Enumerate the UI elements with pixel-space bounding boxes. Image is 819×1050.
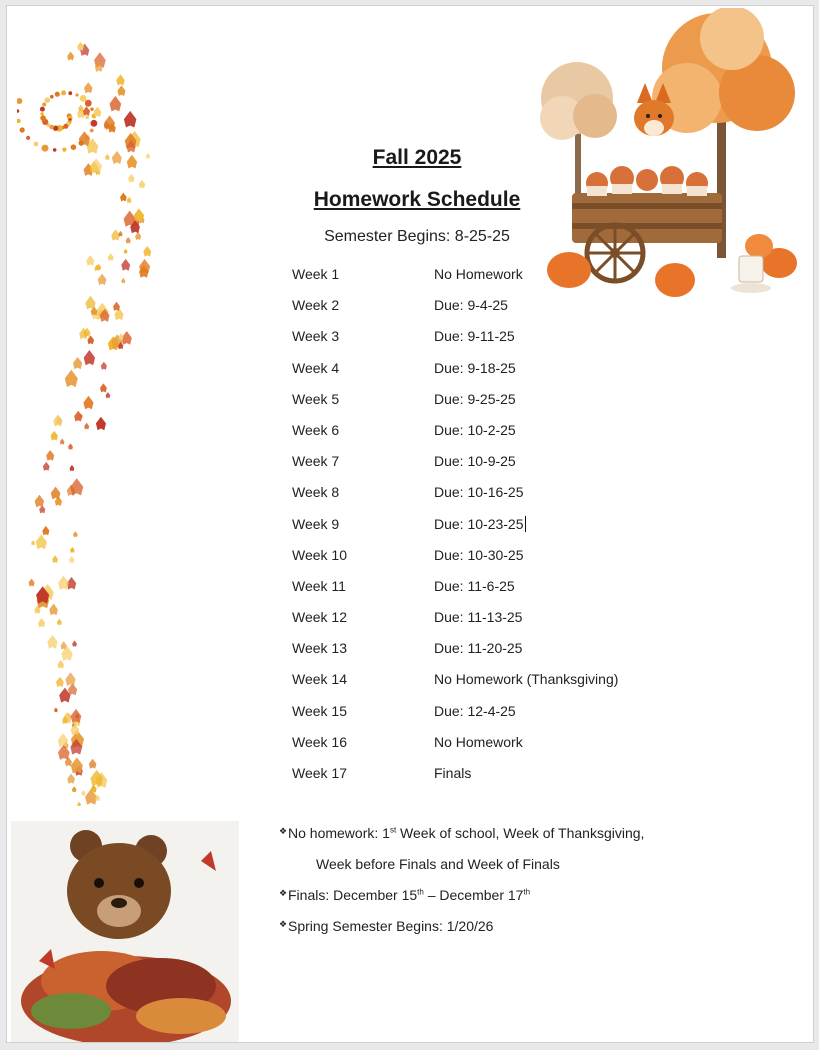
due-date: Due: 9-4-25 — [434, 297, 508, 314]
week-label: Week 5 — [292, 390, 340, 407]
due-date: Due: 10-30-25 — [434, 546, 524, 563]
due-date: Due: 9-25-25 — [434, 390, 516, 407]
week-label: Week 14 — [292, 671, 347, 688]
due-date: Due: 10-2-25 — [434, 421, 516, 438]
due-date: Due: 10-16-25 — [434, 484, 524, 501]
diamond-bullet-icon: ❖ — [279, 919, 288, 929]
due-date: Due: 12-4-25 — [434, 702, 516, 719]
week-label: Week 1 — [292, 266, 340, 282]
week-label: Week 7 — [292, 453, 340, 470]
week-label: Week 9 — [292, 515, 340, 532]
due-date-text: Due: 10-23-25 — [434, 515, 524, 532]
due-date: Due: 11-6-25 — [434, 577, 515, 594]
text-cursor — [525, 516, 526, 532]
due-date: Due: 9-11-25 — [434, 328, 515, 345]
semester-begins: Semester Begins: 8-25-25 — [324, 228, 510, 245]
ordinal-suffix: th — [417, 887, 424, 897]
week-label: Week 13 — [292, 640, 347, 657]
due-date: No Homework — [434, 266, 523, 282]
falling-leaves-swirl-illustration — [17, 26, 177, 806]
due-date: No Homework (Thanksgiving) — [434, 671, 619, 688]
due-date: Due: 11-13-25 — [434, 609, 523, 626]
fox-pumpkin-cart-illustration — [527, 8, 812, 313]
ordinal-suffix: st — [389, 825, 397, 835]
week-label: Week 12 — [292, 609, 347, 626]
note-text: Finals: December 15 — [288, 887, 418, 903]
bear-leaf-pile-illustration — [11, 821, 239, 1043]
week-label: Week 3 — [292, 328, 340, 345]
week-label: Week 10 — [292, 546, 347, 563]
due-date: No Homework — [434, 733, 523, 750]
note-text: No homework: 1 — [288, 825, 390, 841]
note-text: Week of school, Week of Thanksgiving, — [396, 825, 645, 841]
week-label: Week 11 — [292, 577, 346, 594]
week-label: Week 8 — [292, 484, 340, 501]
note-text: Week before Finals and Week of Finals — [316, 856, 560, 872]
week-label: Week 6 — [292, 421, 340, 438]
week-label: Week 15 — [292, 702, 347, 719]
due-date: Due: 9-18-25 — [434, 359, 516, 376]
week-label: Week 2 — [292, 297, 340, 314]
week-label: Week 4 — [292, 359, 340, 376]
page-title: Fall 2025 — [372, 146, 462, 169]
page-subtitle: Homework Schedule — [313, 188, 521, 211]
due-date: Due: 10-9-25 — [434, 453, 516, 470]
note-text: – December 17 — [423, 887, 524, 903]
week-label: Week 16 — [292, 733, 347, 750]
due-date[interactable] — [434, 512, 526, 536]
note-text: Spring Semester Begins: 1/20/26 — [288, 918, 494, 934]
diamond-bullet-icon: ❖ — [279, 826, 288, 836]
due-date: Finals — [434, 765, 472, 781]
week-label: Week 17 — [292, 765, 347, 781]
document-page — [6, 5, 814, 1043]
diamond-bullet-icon: ❖ — [279, 888, 288, 898]
ordinal-suffix: th — [523, 887, 531, 897]
due-date: Due: 11-20-25 — [434, 640, 523, 657]
